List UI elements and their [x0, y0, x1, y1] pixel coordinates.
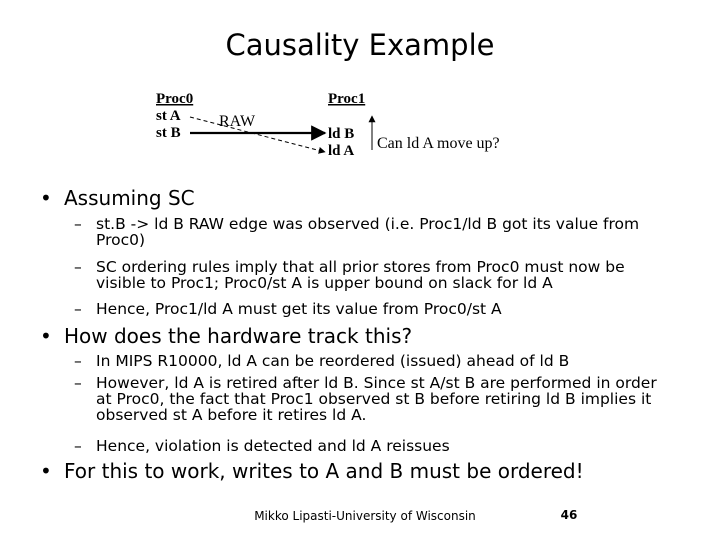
- sub-bullet-text: st.B -> ld B RAW edge was observed (i.e. Proc1/ld B got its value from Proc0): [96, 215, 640, 249]
- sub-bullet-marker: –: [74, 374, 82, 392]
- proc0-header: Proc0: [156, 91, 194, 107]
- sub-bullet-marker: –: [74, 300, 82, 318]
- bullet-text: How does the hardware track this?: [64, 324, 413, 348]
- sub-bullet-marker: –: [74, 437, 82, 455]
- proc0-op-st-b: st B: [156, 125, 181, 141]
- page-number: 46: [560, 508, 578, 522]
- raw-label: RAW: [219, 113, 256, 130]
- sub-bullet-marker: –: [74, 258, 82, 276]
- proc1-header: Proc1: [328, 91, 366, 107]
- sub-bullet-text: SC ordering rules imply that all prior stores from Proc0 must now be visible to Proc1; Proc0/st A is upper bound on slack for ld A: [96, 258, 625, 292]
- sub-bullet-marker: –: [74, 215, 82, 233]
- sub-bullet-text: Hence, Proc1/ld A must get its value from Proc0/st A: [96, 300, 502, 318]
- bullet-marker: •: [40, 186, 52, 210]
- bullet-text: For this to work, writes to A and B must be ordered!: [64, 459, 584, 483]
- bullet-marker: •: [40, 459, 52, 483]
- slide-title: Causality Example: [225, 28, 495, 62]
- question-label: Can ld A move up?: [377, 135, 500, 152]
- bullet-marker: •: [40, 324, 52, 348]
- proc1-op-ld-b: ld B: [328, 126, 355, 142]
- sub-bullet-text: Hence, violation is detected and ld A reissues: [96, 437, 450, 455]
- bullet-text: Assuming SC: [64, 186, 195, 210]
- footer-text: Mikko Lipasti-University of Wisconsin: [254, 509, 476, 523]
- sub-bullet-marker: –: [74, 352, 82, 370]
- proc0-op-st-a: st A: [156, 108, 181, 124]
- sub-bullet-text: However, ld A is retired after ld B. Since st A/st B are performed in order at Proc0, the fact that Proc1 observed st B before retiring ld B implies it observed st A before it retires ld A.: [96, 374, 657, 424]
- sub-bullet-text: In MIPS R10000, ld A can be reordered (issued) ahead of ld B: [96, 352, 570, 370]
- proc1-op-ld-a: ld A: [328, 143, 355, 159]
